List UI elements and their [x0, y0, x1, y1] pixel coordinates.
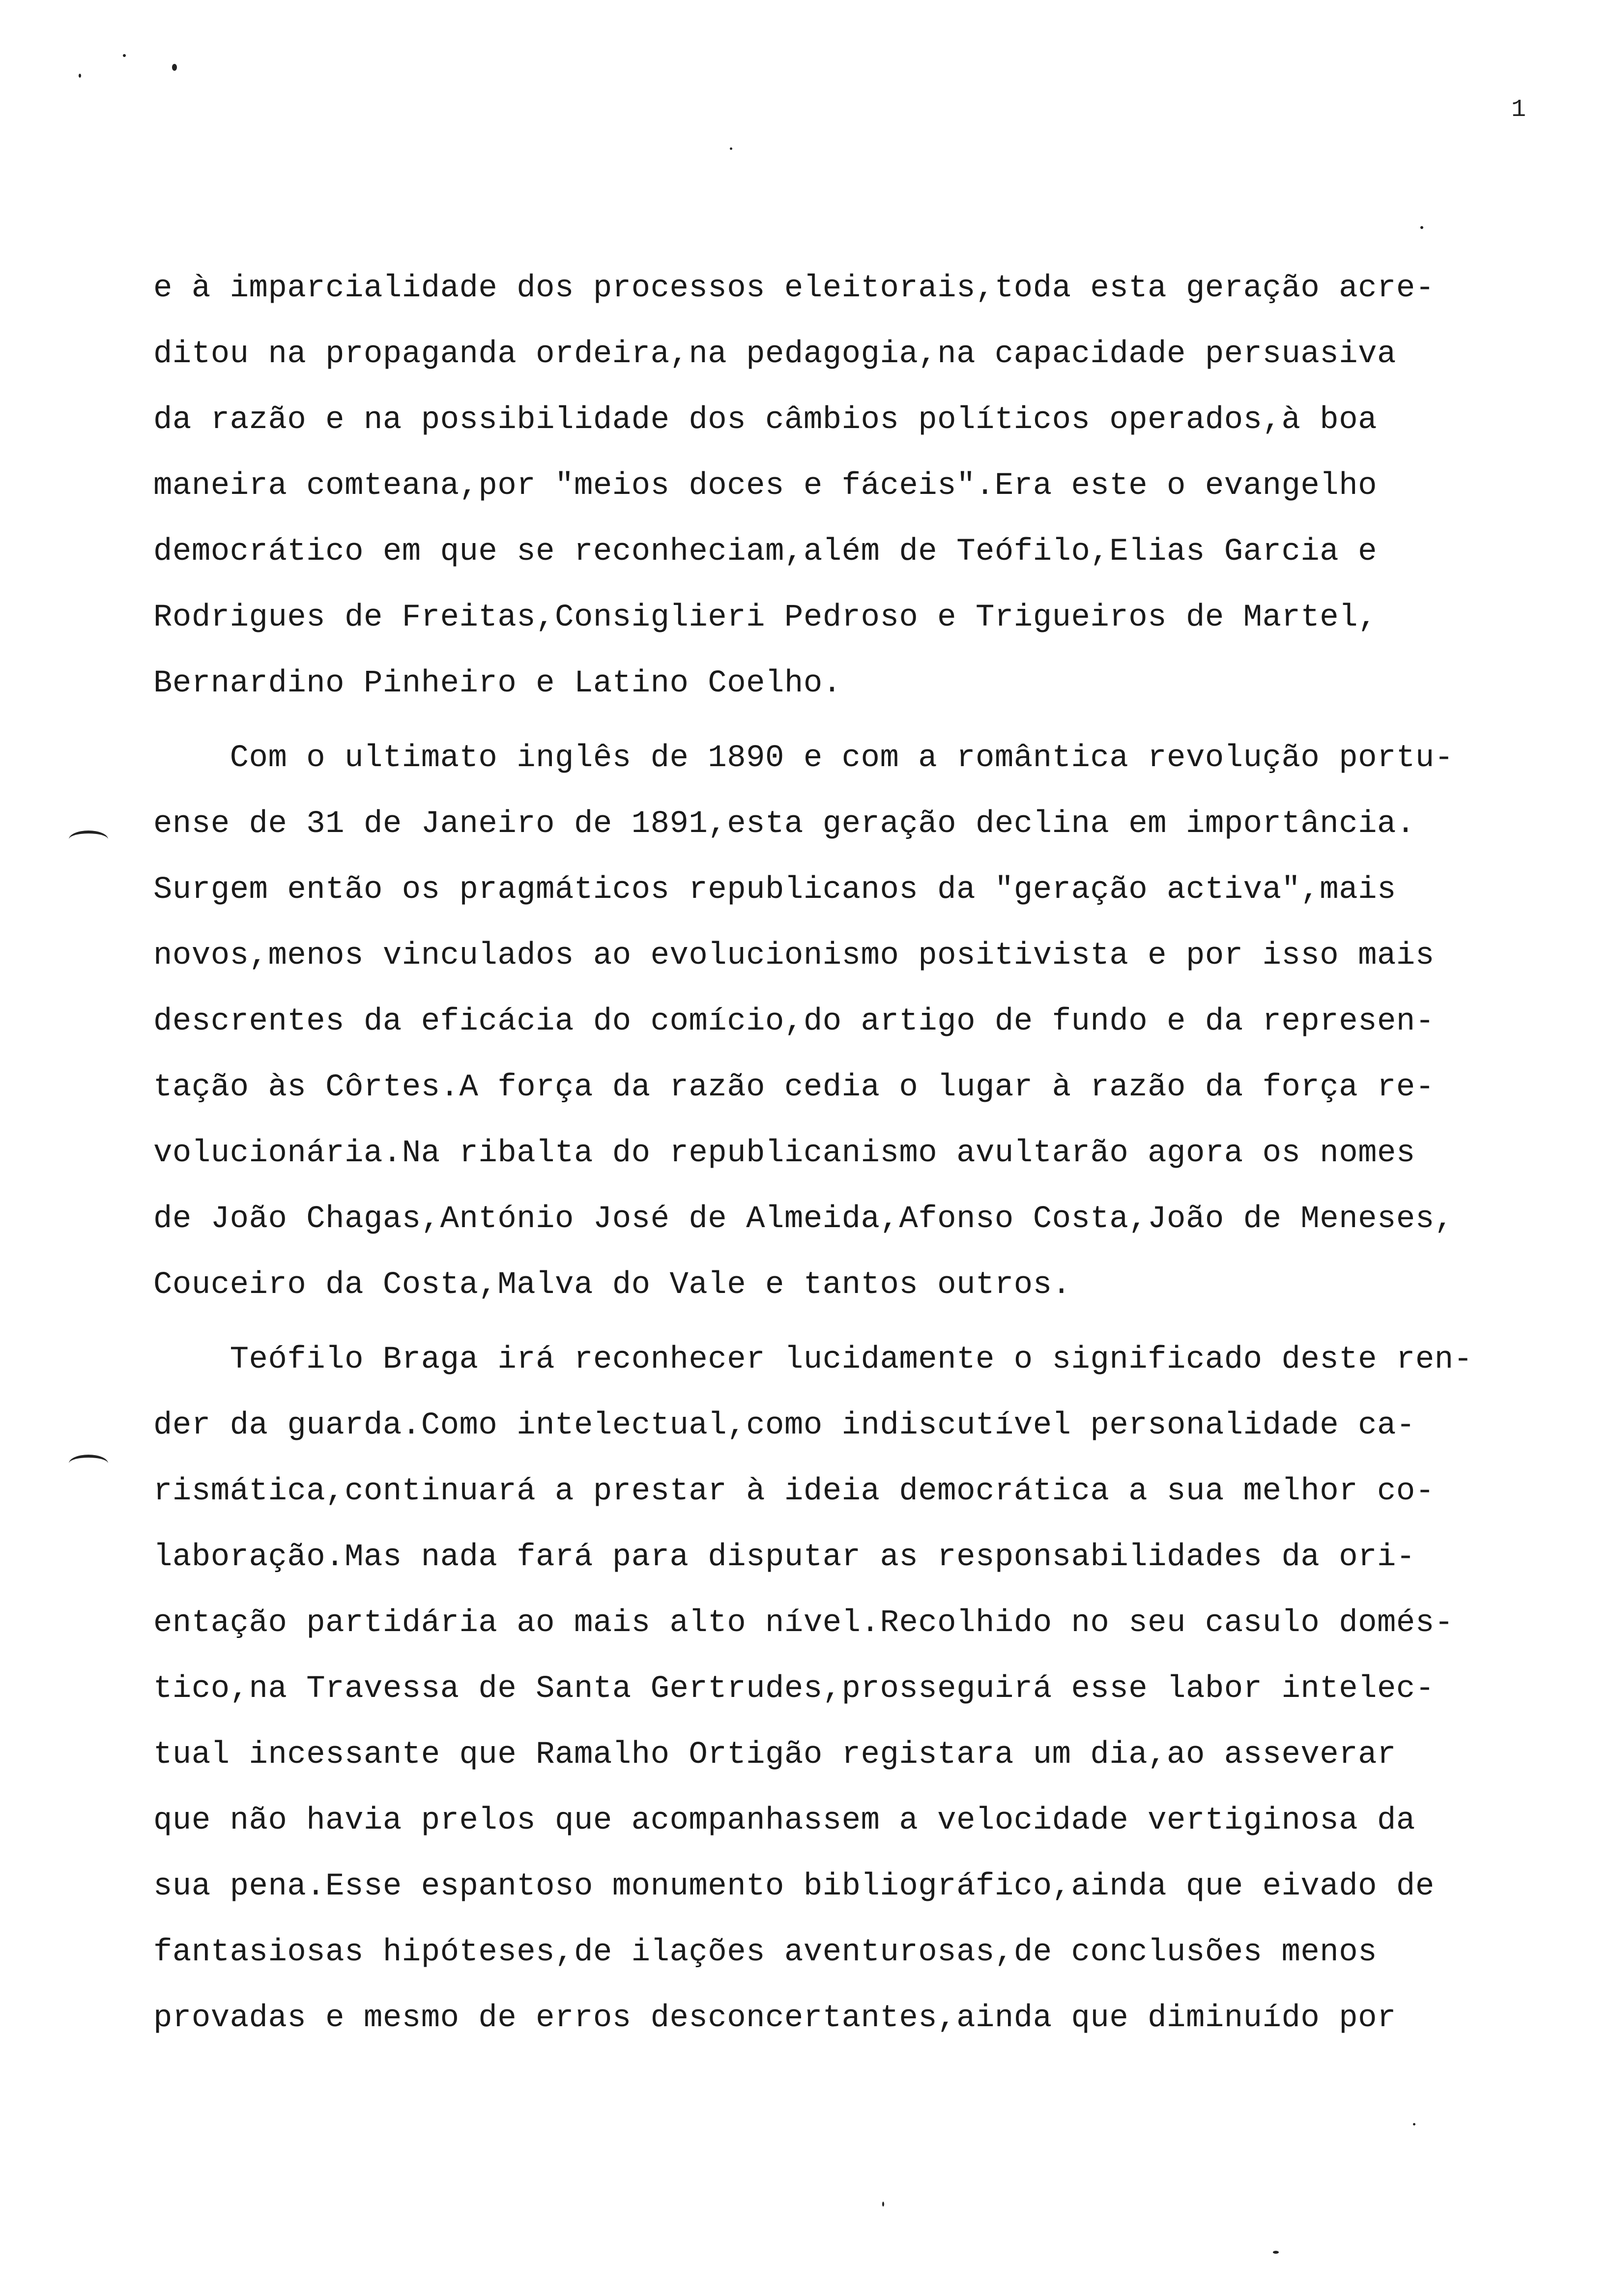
text-line: fantasiosas hipóteses,de ilações aventurosas,de conclusões menos — [153, 1935, 1377, 1970]
text-line: ditou na propaganda ordeira,na pedagogia,na capacidade persuasiva — [153, 337, 1396, 372]
text-line: rismática,continuará a prestar à ideia democrática a sua melhor co- — [153, 1474, 1435, 1509]
text-line: da razão e na possibilidade dos câmbios políticos operados,à boa — [153, 402, 1377, 438]
text-line: descrentes da eficácia do comício,do artigo de fundo e da represen- — [153, 1004, 1435, 1039]
text-line: Bernardino Pinheiro e Latino Coelho. — [153, 666, 842, 701]
text-line: volucionária.Na ribalta do republicanismo avultarão agora os nomes — [153, 1136, 1415, 1171]
paragraph — [153, 725, 1520, 1318]
text-line: provadas e mesmo de erros desconcertantes,ainda que diminuído por — [153, 2001, 1396, 2036]
paragraph — [153, 256, 1520, 717]
body-text — [153, 256, 1520, 2051]
paragraph — [153, 1327, 1520, 2051]
text-line: der da guarda.Como intelectual,como indiscutível personalidade ca- — [153, 1408, 1415, 1443]
scan-speck — [882, 2202, 884, 2207]
text-line: democrático em que se reconheciam,além de Teófilo,Elias Garcia e — [153, 534, 1377, 570]
text-line: ense de 31 de Janeiro de 1891,esta geração declina em importância. — [153, 806, 1415, 842]
scan-speck — [730, 147, 732, 150]
text-line: tual incessante que Ramalho Ortigão registara um dia,ao asseverar — [153, 1737, 1396, 1773]
margin-mark — [69, 831, 108, 848]
text-line: Surgem então os pragmáticos republicanos da "geração activa",mais — [153, 872, 1396, 908]
scan-speck — [1273, 2251, 1279, 2254]
text-line: entação partidária ao mais alto nível.Recolhido no seu casulo domés- — [153, 1606, 1454, 1641]
text-line: de João Chagas,António José de Almeida,Afonso Costa,João de Meneses, — [153, 1202, 1454, 1237]
text-line: novos,menos vinculados ao evolucionismo positivista e por isso mais — [153, 938, 1435, 974]
text-line: tação às Côrtes.A força da razão cedia o lugar à razão da força re- — [153, 1070, 1435, 1105]
page-number: 1 — [1511, 96, 1526, 124]
scan-speck — [1413, 2123, 1415, 2125]
text-line: Couceiro da Costa,Malva do Vale e tantos outros. — [153, 1267, 1071, 1303]
text-line: Com o ultimato inglês de 1890 e com a romântica revolução portu- — [153, 741, 1454, 776]
text-line: maneira comteana,por "meios doces e fáceis".Era este o evangelho — [153, 468, 1377, 504]
text-line: tico,na Travessa de Santa Gertrudes,prosseguirá esse labor intelec- — [153, 1671, 1435, 1707]
scan-speck — [123, 54, 126, 57]
scan-speck — [1420, 226, 1423, 229]
text-line: Rodrigues de Freitas,Consiglieri Pedroso e Trigueiros de Martel, — [153, 600, 1377, 635]
text-line: sua pena.Esse espantoso monumento bibliográfico,ainda que eivado de — [153, 1869, 1435, 1904]
text-line: Teófilo Braga irá reconhecer lucidamente o significado deste ren- — [153, 1342, 1473, 1378]
text-line: e à imparcialidade dos processos eleitorais,toda esta geração acre- — [153, 271, 1435, 306]
text-line: laboração.Mas nada fará para disputar as responsabilidades da ori- — [153, 1540, 1415, 1575]
text-line: que não havia prelos que acompanhassem a velocidade vertiginosa da — [153, 1803, 1415, 1838]
scan-speck — [172, 64, 177, 71]
scan-speck — [79, 74, 81, 78]
margin-mark — [69, 1455, 108, 1472]
